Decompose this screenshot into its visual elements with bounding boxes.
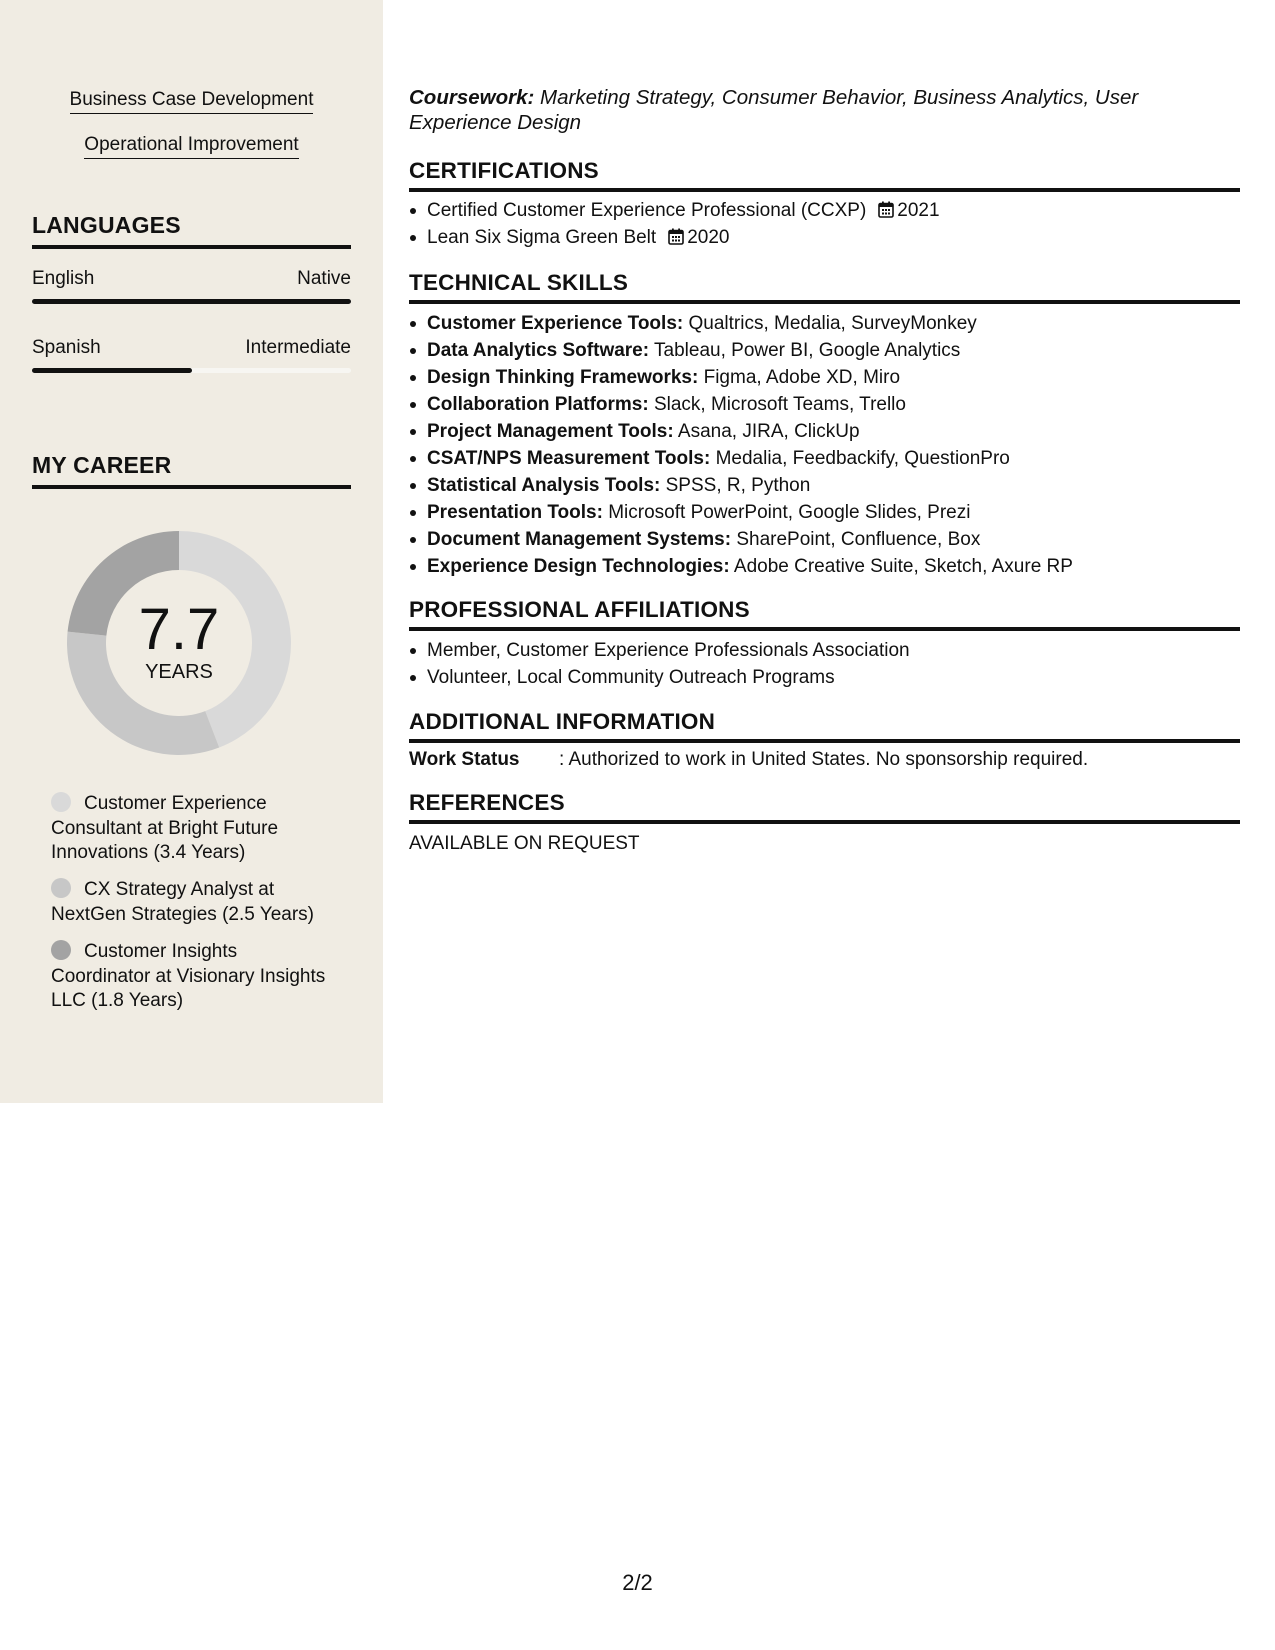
skill-tools: Adobe Creative Suite, Sketch, Axure RP	[729, 556, 1073, 577]
legend-dot	[51, 940, 71, 960]
skill-category: CSAT/NPS Measurement Tools:	[427, 448, 711, 469]
skill-category: Document Management Systems:	[427, 529, 732, 550]
technical-skill-item	[409, 337, 1240, 364]
skill-tools: Microsoft PowerPoint, Google Slides, Prezi	[602, 502, 971, 523]
coursework	[409, 86, 1240, 135]
language-row	[32, 267, 351, 291]
legend-dot	[51, 878, 71, 898]
skill-tools: Qualtrics, Medalia, SurveyMonkey	[683, 313, 977, 334]
language-name: Spanish	[32, 337, 101, 358]
additional-info-heading: ADDITIONAL INFORMATION	[409, 709, 1240, 743]
skill-category: Presentation Tools:	[427, 502, 603, 523]
affiliation-item: Member, Customer Experience Professionals Association	[409, 637, 1240, 664]
technical-skill-item	[409, 364, 1240, 391]
language-bar	[32, 368, 351, 373]
certification-name: Lean Six Sigma Green Belt	[427, 227, 657, 248]
certification-year: 2020	[687, 227, 730, 248]
calendar-icon	[878, 201, 894, 218]
skill-category: Collaboration Platforms:	[427, 394, 649, 415]
language-bar	[32, 299, 351, 304]
career-legend-label: Customer Insights Coordinator at Visionary Insights LLC (1.8 Years)	[51, 941, 326, 1011]
career-legend-item	[51, 878, 341, 927]
career-total-value: 7.7	[138, 597, 220, 662]
coursework-text: Marketing Strategy, Consumer Behavior, Business Analytics, User Experience Design	[409, 86, 1139, 134]
affiliations-list	[409, 637, 1240, 691]
career-total	[66, 597, 292, 684]
language-bar-fill	[32, 368, 192, 373]
legend-dot	[51, 792, 71, 812]
page-number: 2/2	[622, 1570, 653, 1595]
skill-item	[32, 88, 351, 112]
skill-item	[32, 133, 351, 157]
skill-tools: Tableau, Power BI, Google Analytics	[649, 340, 961, 361]
skill-category: Project Management Tools:	[427, 421, 674, 442]
skill-category: Experience Design Technologies:	[427, 556, 730, 577]
technical-skill-item	[409, 499, 1240, 526]
technical-skill-item	[409, 526, 1240, 553]
calendar-icon	[668, 228, 684, 245]
career-legend-label: CX Strategy Analyst at NextGen Strategies (2.5 Years)	[51, 879, 314, 925]
skill-tools: SharePoint, Confluence, Box	[731, 529, 981, 550]
certification-name: Certified Customer Experience Professional (CCXP)	[427, 200, 867, 221]
languages-heading: LANGUAGES	[32, 212, 351, 249]
language-level: Intermediate	[245, 337, 351, 358]
technical-skill-item	[409, 553, 1240, 580]
references-heading: REFERENCES	[409, 790, 1240, 824]
certifications-heading: CERTIFICATIONS	[409, 158, 1240, 192]
skill-category: Design Thinking Frameworks:	[427, 367, 699, 388]
certifications-list	[409, 197, 1240, 251]
coursework-label: Coursework:	[409, 86, 535, 109]
skill-category: Data Analytics Software:	[427, 340, 650, 361]
skill-tools: SPSS, R, Python	[660, 475, 811, 496]
technical-skills-heading: TECHNICAL SKILLS	[409, 270, 1240, 304]
career-heading: MY CAREER	[32, 452, 351, 489]
certification-item	[409, 197, 1240, 224]
career-legend-item	[51, 792, 341, 866]
skill-tools: Medalia, Feedbackify, QuestionPro	[710, 448, 1010, 469]
technical-skill-item	[409, 310, 1240, 337]
language-name: English	[32, 268, 95, 289]
career-legend-label: Customer Experience Consultant at Bright Future Innovations (3.4 Years)	[51, 793, 279, 863]
affiliations-heading: PROFESSIONAL AFFILIATIONS	[409, 597, 1240, 631]
sidebar	[0, 0, 383, 1103]
career-legend-item	[51, 940, 341, 1014]
technical-skill-item	[409, 445, 1240, 472]
work-status-value: : Authorized to work in United States. No sponsorship required.	[559, 749, 1089, 770]
skill-category: Customer Experience Tools:	[427, 313, 684, 334]
skill-label: Operational Improvement	[84, 134, 298, 159]
technical-skill-item	[409, 418, 1240, 445]
technical-skill-item	[409, 472, 1240, 499]
skill-tools: Figma, Adobe XD, Miro	[698, 367, 901, 388]
work-status-label: Work Status	[409, 749, 520, 770]
skill-category: Statistical Analysis Tools:	[427, 475, 661, 496]
language-level: Native	[297, 268, 351, 289]
skill-label: Business Case Development	[70, 89, 314, 114]
affiliation-item: Volunteer, Local Community Outreach Programs	[409, 664, 1240, 691]
certification-item	[409, 224, 1240, 251]
skill-tools: Slack, Microsoft Teams, Trello	[648, 394, 906, 415]
work-status-row	[409, 748, 1240, 772]
technical-skills-list	[409, 310, 1240, 580]
language-bar-fill	[32, 299, 351, 304]
technical-skill-item	[409, 391, 1240, 418]
career-total-unit: YEARS	[145, 661, 213, 683]
skill-tools: Asana, JIRA, ClickUp	[673, 421, 860, 442]
references-text: AVAILABLE ON REQUEST	[409, 833, 640, 854]
certification-year: 2021	[897, 200, 940, 221]
language-row	[32, 336, 351, 360]
